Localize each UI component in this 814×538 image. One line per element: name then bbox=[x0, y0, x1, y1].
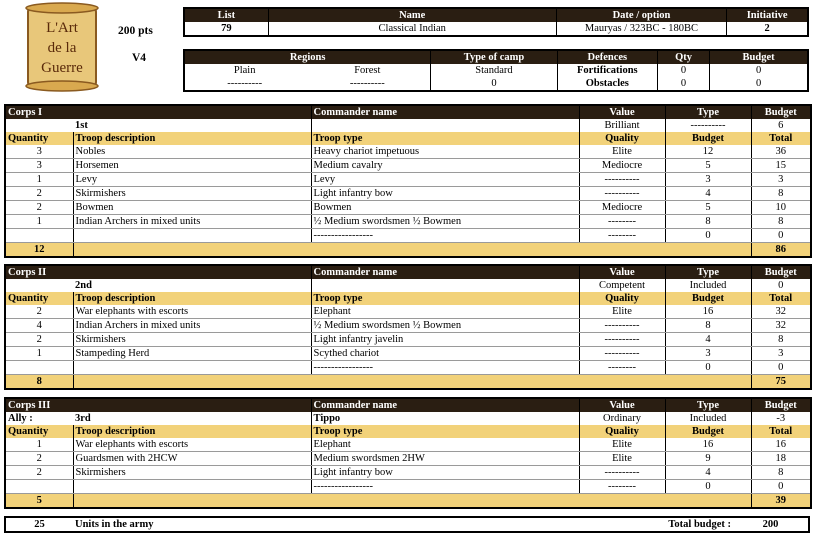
troop-budget: 5 bbox=[665, 159, 751, 173]
commander-name-header: Commander name bbox=[311, 398, 579, 412]
region-plain: Plain bbox=[233, 64, 256, 76]
troop-description: Horsemen bbox=[73, 159, 311, 173]
troop-budget: 12 bbox=[665, 145, 751, 159]
corps-title: Corps I bbox=[5, 105, 311, 119]
troop-type: ½ Medium swordsmen ½ Bowmen bbox=[311, 319, 579, 333]
total-header: Total bbox=[751, 292, 811, 305]
troop-budget: 0 bbox=[665, 480, 751, 494]
troop-total: 3 bbox=[751, 347, 811, 361]
troop-budget: 16 bbox=[665, 438, 751, 452]
troop-quantity: 2 bbox=[5, 187, 73, 201]
troop-type: Light infantry bow bbox=[311, 466, 579, 480]
obstacles-budget: 0 bbox=[710, 77, 808, 91]
troop-quantity: 1 bbox=[5, 347, 73, 361]
troop-quality: ---------- bbox=[579, 187, 665, 201]
troop-description: War elephants with escorts bbox=[73, 305, 311, 319]
troop-type: Elephant bbox=[311, 305, 579, 319]
troop-row bbox=[5, 159, 811, 173]
troop-quality: ---------- bbox=[579, 466, 665, 480]
troop-type: Medium swordsmen 2HW bbox=[311, 452, 579, 466]
troop-row bbox=[5, 361, 811, 375]
army-date: Mauryas / 323BC - 180BC bbox=[556, 22, 727, 36]
type-header: Type bbox=[665, 265, 751, 279]
troop-quantity: 1 bbox=[5, 438, 73, 452]
scroll-icon bbox=[22, 2, 102, 92]
troop-description: Stampeding Herd bbox=[73, 347, 311, 361]
troop-description-header: Troop description bbox=[73, 292, 311, 305]
quality-header: Quality bbox=[579, 132, 665, 145]
troop-budget: 9 bbox=[665, 452, 751, 466]
troop-budget: 4 bbox=[665, 466, 751, 480]
troop-description bbox=[73, 229, 311, 243]
commander-type: ---------- bbox=[665, 119, 751, 132]
list-value: 79 bbox=[221, 22, 232, 34]
army-summary bbox=[4, 516, 810, 533]
camp-header: Type of camp bbox=[431, 50, 557, 64]
logo-line-2: de la bbox=[47, 40, 77, 56]
initiative-header: Initiative bbox=[727, 8, 808, 22]
troop-total: 8 bbox=[751, 187, 811, 201]
corps-lead: Ally : bbox=[8, 412, 33, 424]
total-spacer bbox=[73, 494, 751, 509]
region-4: ---------- bbox=[349, 77, 385, 89]
corps-name: 1st bbox=[75, 119, 88, 131]
rules-version: V4 bbox=[132, 52, 147, 64]
initiative-value: 2 bbox=[727, 22, 808, 36]
troop-quantity: 1 bbox=[5, 215, 73, 229]
troop-row bbox=[5, 319, 811, 333]
value-header: Value bbox=[579, 398, 665, 412]
troop-type: Heavy chariot impetuous bbox=[311, 145, 579, 159]
troop-row bbox=[5, 201, 811, 215]
fortifications-budget: 0 bbox=[710, 64, 808, 77]
troop-budget: 8 bbox=[665, 215, 751, 229]
troop-description: Levy bbox=[73, 173, 311, 187]
commander-name bbox=[311, 279, 579, 292]
troop-total: 0 bbox=[751, 361, 811, 375]
troop-quantity: 2 bbox=[5, 201, 73, 215]
troop-row bbox=[5, 305, 811, 319]
region-forest: Forest bbox=[354, 64, 381, 76]
troop-type: ½ Medium swordsmen ½ Bowmen bbox=[311, 215, 579, 229]
troop-total: 0 bbox=[751, 229, 811, 243]
troop-type: Light infantry bow bbox=[311, 187, 579, 201]
troop-description: Indian Archers in mixed units bbox=[73, 215, 311, 229]
type-header: Type bbox=[665, 398, 751, 412]
troop-total: 8 bbox=[751, 215, 811, 229]
troop-total: 3 bbox=[751, 173, 811, 187]
troop-budget: 8 bbox=[665, 319, 751, 333]
troop-row bbox=[5, 333, 811, 347]
budget-header: Budget bbox=[751, 105, 811, 119]
troop-total: 10 bbox=[751, 201, 811, 215]
corps-budget-total: 75 bbox=[751, 375, 811, 390]
troop-total: 32 bbox=[751, 305, 811, 319]
list-header: List bbox=[184, 8, 268, 22]
total-header: Total bbox=[751, 425, 811, 438]
commander-value: Brilliant bbox=[579, 119, 665, 132]
unit-budget-header: Budget bbox=[665, 425, 751, 438]
commander-type: Included bbox=[665, 279, 751, 292]
troop-quantity: 1 bbox=[5, 173, 73, 187]
corps-lead bbox=[5, 119, 73, 132]
logo-line-1: L'Art bbox=[46, 20, 78, 36]
troop-type-header: Troop type bbox=[311, 292, 579, 305]
unit-budget-header: Budget bbox=[665, 292, 751, 305]
troop-row bbox=[5, 173, 811, 187]
troop-description: Nobles bbox=[73, 145, 311, 159]
troop-type-header: Troop type bbox=[311, 132, 579, 145]
troop-quality: -------- bbox=[579, 229, 665, 243]
troop-budget: 4 bbox=[665, 187, 751, 201]
corps-table bbox=[4, 397, 812, 509]
troop-row bbox=[5, 466, 811, 480]
corps-name: 3rd bbox=[75, 412, 91, 424]
date-header: Date / option bbox=[556, 8, 727, 22]
troop-quality: Elite bbox=[579, 305, 665, 319]
corps-budget-total: 86 bbox=[751, 243, 811, 258]
corps-quantity-total: 5 bbox=[5, 494, 73, 509]
army-header-table bbox=[183, 7, 809, 37]
troop-row bbox=[5, 480, 811, 494]
corps-budget-total: 39 bbox=[751, 494, 811, 509]
troop-quantity: 2 bbox=[5, 305, 73, 319]
troop-type: Medium cavalry bbox=[311, 159, 579, 173]
units-label: Units in the army bbox=[75, 518, 154, 530]
troop-description: Indian Archers in mixed units bbox=[73, 319, 311, 333]
commander-name bbox=[311, 119, 579, 132]
quality-header: Quality bbox=[579, 425, 665, 438]
value-header: Value bbox=[579, 105, 665, 119]
army-logo bbox=[22, 2, 102, 92]
troop-description bbox=[73, 480, 311, 494]
type-header: Type bbox=[665, 105, 751, 119]
corps-title: Corps III bbox=[5, 398, 311, 412]
troop-quantity: 2 bbox=[5, 452, 73, 466]
troop-type: ----------------- bbox=[311, 480, 579, 494]
troop-type: Bowmen bbox=[311, 201, 579, 215]
troop-quality: ---------- bbox=[579, 347, 665, 361]
troop-quantity: 4 bbox=[5, 319, 73, 333]
corps-table bbox=[4, 264, 812, 390]
commander-budget: -3 bbox=[751, 412, 811, 425]
corps-title: Corps II bbox=[5, 265, 311, 279]
troop-description: Skirmishers bbox=[73, 466, 311, 480]
commander-budget: 6 bbox=[751, 119, 811, 132]
commander-name-header: Commander name bbox=[311, 105, 579, 119]
commander-value: Competent bbox=[579, 279, 665, 292]
troop-budget: 3 bbox=[665, 173, 751, 187]
total-spacer bbox=[73, 243, 751, 258]
troop-quality: Mediocre bbox=[579, 159, 665, 173]
troop-description: Skirmishers bbox=[73, 187, 311, 201]
troop-quality: ---------- bbox=[579, 173, 665, 187]
camp-budget: 0 bbox=[431, 77, 557, 91]
obstacles-qty: 0 bbox=[657, 77, 709, 91]
total-budget-label: Total budget : bbox=[668, 518, 731, 530]
total-units: 25 bbox=[34, 518, 45, 530]
value-header: Value bbox=[579, 265, 665, 279]
corps-quantity-total: 8 bbox=[5, 375, 73, 390]
total-header: Total bbox=[751, 132, 811, 145]
commander-name: Tippo bbox=[311, 412, 579, 425]
troop-quality: -------- bbox=[579, 480, 665, 494]
troop-description: Bowmen bbox=[73, 201, 311, 215]
terrain-table bbox=[183, 49, 809, 92]
troop-description: Guardsmen with 2HCW bbox=[73, 452, 311, 466]
quantity-header: Quantity bbox=[5, 292, 73, 305]
troop-total: 8 bbox=[751, 333, 811, 347]
camp-type: Standard bbox=[431, 64, 557, 77]
quality-header: Quality bbox=[579, 292, 665, 305]
troop-description: Skirmishers bbox=[73, 333, 311, 347]
qty-header: Qty bbox=[657, 50, 709, 64]
troop-quantity: 2 bbox=[5, 466, 73, 480]
troop-total: 18 bbox=[751, 452, 811, 466]
troop-quality: -------- bbox=[579, 215, 665, 229]
troop-row bbox=[5, 215, 811, 229]
troop-budget: 0 bbox=[665, 361, 751, 375]
troop-row bbox=[5, 347, 811, 361]
army-points: 200 pts bbox=[118, 25, 153, 37]
commander-name-header: Commander name bbox=[311, 265, 579, 279]
total-spacer bbox=[73, 375, 751, 390]
troop-quality: Mediocre bbox=[579, 201, 665, 215]
troop-description-header: Troop description bbox=[73, 425, 311, 438]
obstacles-label: Obstacles bbox=[557, 77, 657, 91]
army-name: Classical Indian bbox=[268, 22, 556, 36]
regions-header: Regions bbox=[184, 50, 431, 64]
troop-total: 15 bbox=[751, 159, 811, 173]
troop-row bbox=[5, 229, 811, 243]
troop-description bbox=[73, 361, 311, 375]
troop-type: Levy bbox=[311, 173, 579, 187]
troop-type: ----------------- bbox=[311, 229, 579, 243]
troop-row bbox=[5, 145, 811, 159]
troop-type: Elephant bbox=[311, 438, 579, 452]
troop-quantity bbox=[5, 361, 73, 375]
budget-header: Budget bbox=[710, 50, 808, 64]
corps-lead bbox=[5, 279, 73, 292]
troop-row bbox=[5, 438, 811, 452]
logo-line-3: Guerre bbox=[41, 60, 83, 76]
troop-total: 32 bbox=[751, 319, 811, 333]
troop-row bbox=[5, 452, 811, 466]
troop-total: 16 bbox=[751, 438, 811, 452]
troop-quality: Elite bbox=[579, 438, 665, 452]
corps-table bbox=[4, 104, 812, 258]
troop-budget: 16 bbox=[665, 305, 751, 319]
troop-quality: Elite bbox=[579, 452, 665, 466]
troop-type: Scythed chariot bbox=[311, 347, 579, 361]
defences-header: Defences bbox=[557, 50, 657, 64]
commander-budget: 0 bbox=[751, 279, 811, 292]
budget-header: Budget bbox=[751, 398, 811, 412]
name-header: Name bbox=[268, 8, 556, 22]
troop-budget: 0 bbox=[665, 229, 751, 243]
troop-quantity: 3 bbox=[5, 145, 73, 159]
troop-quality: Elite bbox=[579, 145, 665, 159]
troop-description-header: Troop description bbox=[73, 132, 311, 145]
troop-type: Light infantry javelin bbox=[311, 333, 579, 347]
corps-name: 2nd bbox=[75, 279, 92, 291]
quantity-header: Quantity bbox=[5, 132, 73, 145]
troop-budget: 3 bbox=[665, 347, 751, 361]
total-budget: 200 bbox=[762, 518, 779, 530]
troop-quantity: 2 bbox=[5, 333, 73, 347]
troop-total: 0 bbox=[751, 480, 811, 494]
troop-row bbox=[5, 187, 811, 201]
troop-quantity bbox=[5, 229, 73, 243]
troop-total: 8 bbox=[751, 466, 811, 480]
unit-budget-header: Budget bbox=[665, 132, 751, 145]
troop-quantity: 3 bbox=[5, 159, 73, 173]
corps-quantity-total: 12 bbox=[5, 243, 73, 258]
troop-budget: 4 bbox=[665, 333, 751, 347]
troop-quality: ---------- bbox=[579, 319, 665, 333]
fortifications-qty: 0 bbox=[657, 64, 709, 77]
region-3: ---------- bbox=[227, 77, 263, 89]
troop-budget: 5 bbox=[665, 201, 751, 215]
troop-type: ----------------- bbox=[311, 361, 579, 375]
troop-description: War elephants with escorts bbox=[73, 438, 311, 452]
commander-type: Included bbox=[665, 412, 751, 425]
troop-type-header: Troop type bbox=[311, 425, 579, 438]
troop-quality: -------- bbox=[579, 361, 665, 375]
troop-quantity bbox=[5, 480, 73, 494]
quantity-header: Quantity bbox=[5, 425, 73, 438]
troop-total: 36 bbox=[751, 145, 811, 159]
fortifications-label: Fortifications bbox=[557, 64, 657, 77]
troop-quality: ---------- bbox=[579, 333, 665, 347]
commander-value: Ordinary bbox=[579, 412, 665, 425]
budget-header: Budget bbox=[751, 265, 811, 279]
